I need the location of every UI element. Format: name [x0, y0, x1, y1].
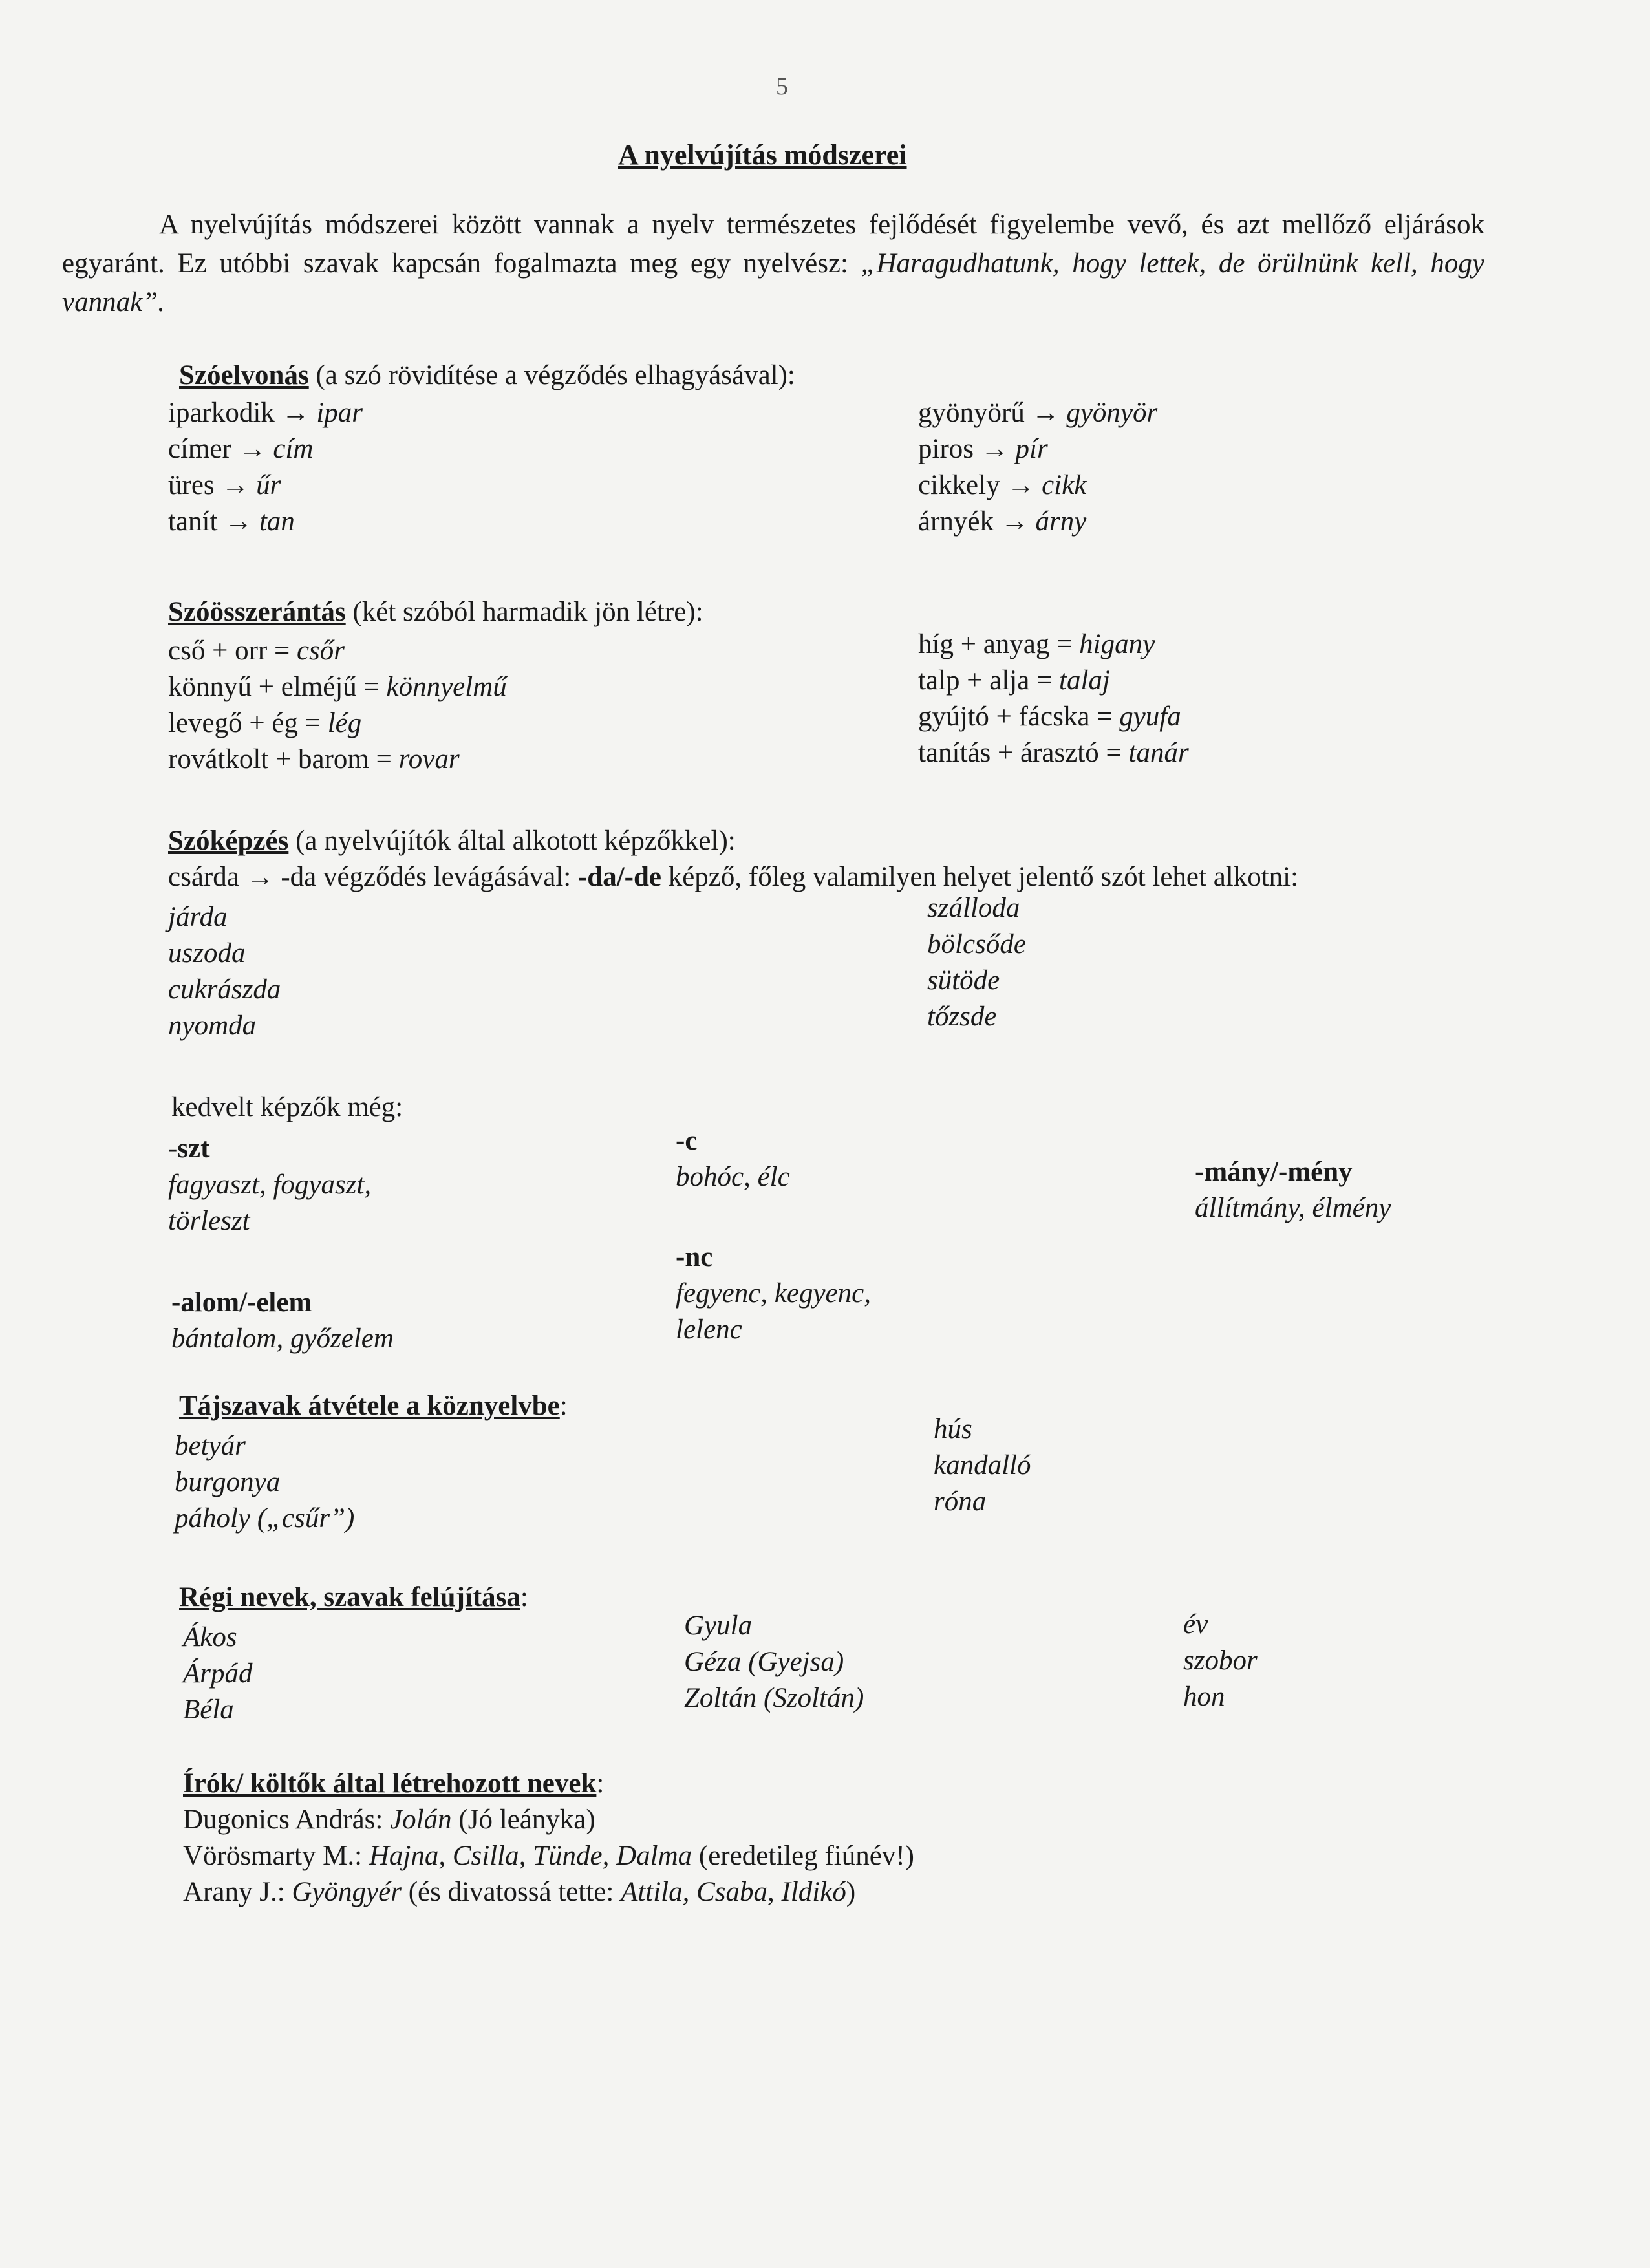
list-item: sütöde [927, 965, 1000, 996]
list-item: fagyaszt, fogyaszt, [168, 1170, 372, 1200]
szoosszerantas-right-list [918, 628, 1189, 773]
page-mark: 5 [776, 73, 788, 100]
list-item: törleszt [168, 1206, 250, 1236]
tajszavak-left-list [175, 1430, 354, 1539]
list-item: hús [934, 1414, 972, 1444]
list-item: szálloda [927, 893, 1020, 923]
heading-desc: (a nyelvújítók által alkotott képzőkkel): [288, 826, 736, 856]
list-item: nyomda [168, 1011, 257, 1041]
heading-text: Szóösszerántás [168, 597, 346, 627]
list-item: uszoda [168, 938, 246, 968]
section-heading-szoelvonas [179, 359, 795, 391]
list-item: cső + orr = csőr [168, 636, 345, 666]
list-item: Béla [183, 1695, 234, 1725]
suffix-many-group [1195, 1156, 1391, 1228]
list-item: cikkely → cikk [918, 470, 1087, 500]
list-item: címer → cím [168, 434, 314, 464]
list-item: tanít → tan [168, 506, 295, 537]
list-item: rovátkolt + barom = rovar [168, 744, 460, 775]
list-item: bohóc, élc [676, 1162, 790, 1192]
list-item: Géza (Gyejsa) [684, 1647, 844, 1677]
list-item: róna [934, 1486, 987, 1517]
suffix-label: -mány/-mény [1195, 1157, 1353, 1187]
szokepzes-left-words [168, 901, 281, 1046]
list-item: bölcsőde [927, 929, 1026, 959]
suffix-label: -alom/-elem [171, 1287, 312, 1318]
list-item: Gyula [684, 1610, 753, 1641]
section-heading-szoosszerantas [168, 596, 703, 628]
suffix-alom-group [171, 1287, 394, 1359]
list-item: könnyű + elméjű = könnyelmű [168, 672, 507, 702]
szokepzes-right-words [927, 892, 1026, 1037]
section-heading-regi-nevek: Régi nevek, szavak felújítása: [179, 1582, 528, 1612]
heading-text: Régi nevek, szavak felújítása [179, 1582, 520, 1612]
szoelvonas-left-list [168, 397, 363, 542]
heading-text: Írók/ költők által létrehozott nevek [183, 1768, 597, 1799]
list-item: Vörösmarty M.: Hajna, Csilla, Tünde, Dalma (eredetileg fiúnév!) [183, 1841, 914, 1871]
heading-desc: (két szóból harmadik jön létre): [345, 597, 703, 627]
list-item: cukrászda [168, 974, 281, 1005]
list-item: árnyék → árny [918, 506, 1087, 537]
list-item: Árpád [183, 1658, 253, 1689]
suffix-label: -szt [168, 1133, 210, 1164]
section-heading-szokepzes [168, 825, 736, 857]
list-item: gyújtó + fácska = gyufa [918, 701, 1181, 732]
intro-text: A nyelvújítás módszerei között vannak a nyelv természetes fejlődését figyelembe vevő, és azt mellőző eljárások egyaránt. Ez utóbbi szavak kapcsán fogalmazta meg egy nyelvész: [62, 209, 1484, 279]
list-item: tanítás + árasztó = tanár [918, 738, 1189, 768]
list-item: tőzsde [927, 1001, 997, 1032]
szoelvonas-right-list [918, 397, 1157, 542]
list-item: hon [1183, 1682, 1225, 1712]
list-item: szobor [1183, 1645, 1258, 1676]
szoosszerantas-left-list [168, 635, 507, 780]
intro-paragraph [62, 206, 1484, 322]
suffix-szt-group [168, 1133, 371, 1241]
list-item: híg + anyag = higany [918, 629, 1155, 659]
list-item: kandalló [934, 1450, 1031, 1481]
list-item: bántalom, győzelem [171, 1323, 394, 1354]
list-item: Dugonics András: Jolán (Jó leányka) [183, 1804, 595, 1835]
list-item: Arany J.: Gyöngyér (és divatossá tette: Attila, Csaba, Ildikó) [183, 1877, 856, 1907]
heading-text: Szóképzés [168, 826, 289, 856]
page-title: A nyelvújítás módszerei [618, 139, 907, 171]
list-item: Zoltán (Szoltán) [684, 1683, 864, 1713]
suffix-c-group [676, 1125, 790, 1197]
regi-nevek-col2 [684, 1610, 864, 1718]
list-item: év [1183, 1609, 1208, 1640]
section-heading-irok: Írók/ költők által létrehozott nevek: [183, 1768, 605, 1799]
list-item: piros → pír [918, 434, 1048, 464]
list-item: páholy („csűr”) [175, 1503, 355, 1534]
tajszavak-right-list [934, 1413, 1031, 1522]
suffix-nc-group [676, 1241, 871, 1350]
heading-desc: (a szó rövidítése a végződés elhagyásával): [308, 360, 795, 390]
list-item: Ákos [183, 1622, 237, 1653]
list-item: üres → űr [168, 470, 281, 500]
regi-nevek-col1 [183, 1621, 253, 1730]
irok-list [183, 1804, 914, 1912]
list-item: járda [168, 902, 228, 932]
list-item: iparkodik → ipar [168, 398, 363, 428]
regi-nevek-col3 [1183, 1609, 1258, 1717]
suffix-label: -nc [676, 1242, 713, 1272]
intro-quote: „Haragudhatunk, hogy lettek, de örülnünk kell, hogy vannak”. [62, 248, 1484, 317]
list-item: betyár [175, 1431, 246, 1461]
heading-text: Tájszavak átvétele a köznyelvbe [179, 1391, 560, 1421]
list-item: talp + alja = talaj [918, 665, 1110, 696]
list-item: levegő + ég = lég [168, 708, 362, 738]
heading-text: Szóelvonás [179, 360, 309, 390]
list-item: fegyenc, kegyenc, [676, 1278, 871, 1309]
section-heading-tajszavak: Tájszavak átvétele a köznyelvbe: [179, 1391, 568, 1421]
list-item: gyönyörű → gyönyör [918, 398, 1158, 428]
list-item: lelenc [676, 1314, 742, 1345]
list-item: burgonya [175, 1467, 281, 1497]
favorites-label: kedvelt képzők még: [171, 1092, 403, 1122]
suffix-label: -c [676, 1126, 698, 1156]
list-item: állítmány, élmény [1195, 1193, 1391, 1223]
szokepzes-da-de-line: csárda → -da végződés levágásával: -da/-de képző, főleg valamilyen helyet jelentő szót lehet alkotni: [168, 862, 1299, 892]
